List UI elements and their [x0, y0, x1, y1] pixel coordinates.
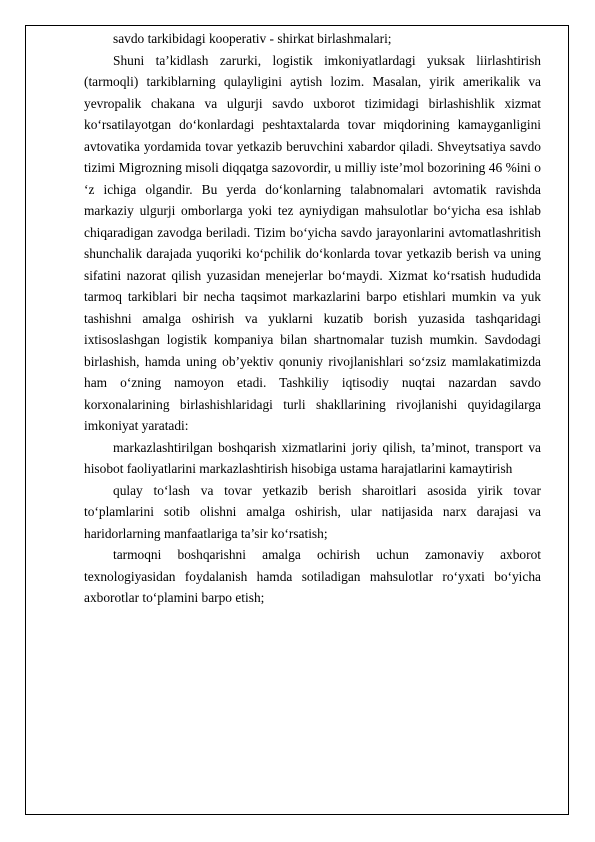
document-body — [84, 28, 541, 609]
paragraph-centralized-management: markazlashtirilgan boshqarish xizmatlarini joriy qilish, ta’minot, transport va hisobot faoliyatlarini markazlashtirish hisobiga ustama harajatlarini kamaytirish — [84, 439, 541, 476]
paragraph-cooperative-associations: savdo tarkibidagi kooperativ - shirkat birlashmalari; — [113, 31, 392, 46]
paragraph-logistics-benefits: Shuni ta’kidlash zarurki, logistik imkoniyatlardagi yuksak liirlashtirish (tarmoqli) tarkiblarning qulayligini aytish lozim. Masalan, yirik amerikalik va yevropalik chakana va ulgurji savdo uxborot tizimidagi birlashishlik xizmat ko‘rsatilayotgan do‘konlardagi peshtaxtalarda tovar miqdorining kamayganligini avtovatika yordamida tovar yetkazib beruvchini xabardor qiladi. Shveytsatiya savdo tizimi Migrozning misoli diqqatga sazovordir, u milliy iste’mol bozorining 46 %ini o ‘z ichiga olgandir. Bu yerda do‘konlarning talabnomalari avtomatik ravishda markaziy ulgurji omborlarga yoki tez ayniydigan mahsulotlar bo‘yicha esa ishlab chiqaradigan zavodga beriladi. Tizim bo‘yicha savdo jarayonlarini avtomatlashritish shunchalik darajada yuqoriki ko‘pchilik do‘konlarda tovar yetkazib berish va uning sifatini nazorat qilish yuzasidan menejerlar bo‘maydi. Xizmat ko‘rsatish hududida tarmoq tarkiblari bir necha taqsimot markazlarini barpo etishlari mumkin va yuk tashishni amalga oshirish va yuklarni kuzatib borish yuzasida tashqaridagi ixtisoslashgan logistik kompaniya bilan shartnomalar tuzish mumkin. Savdodagi birlashish, hamda uning ob’yektiv qonuniy rivojlanishlari so‘zsiz mamlakatimizda ham o‘zning namoyon etadi. Tashkiliy iqtisodiy nuqtai nazardan savdo korxonalarining birlashishlaridagi turli shakllarining rivojlanishi quyidagilarga imkoniyat yaratadi: — [84, 52, 541, 433]
paragraph-information-technology: tarmoqni boshqarishni amalga ochirish uchun zamonaviy axborot texnologiyasidan foydalanish hamda sotiladigan mahsulotlar ro‘yxati bo‘yicha axborotlar to‘plamini barpo etish; — [84, 547, 541, 605]
paragraph-bulk-purchasing: qulay to‘lash va tovar yetkazib berish sharoitlari asosida yirik tovar to‘plamlarini sotib olishni amalga oshirish, ular natijasida narx darajasi va haridorlarning manfaatlariga ta’sir ko‘rsatish; — [84, 482, 541, 541]
